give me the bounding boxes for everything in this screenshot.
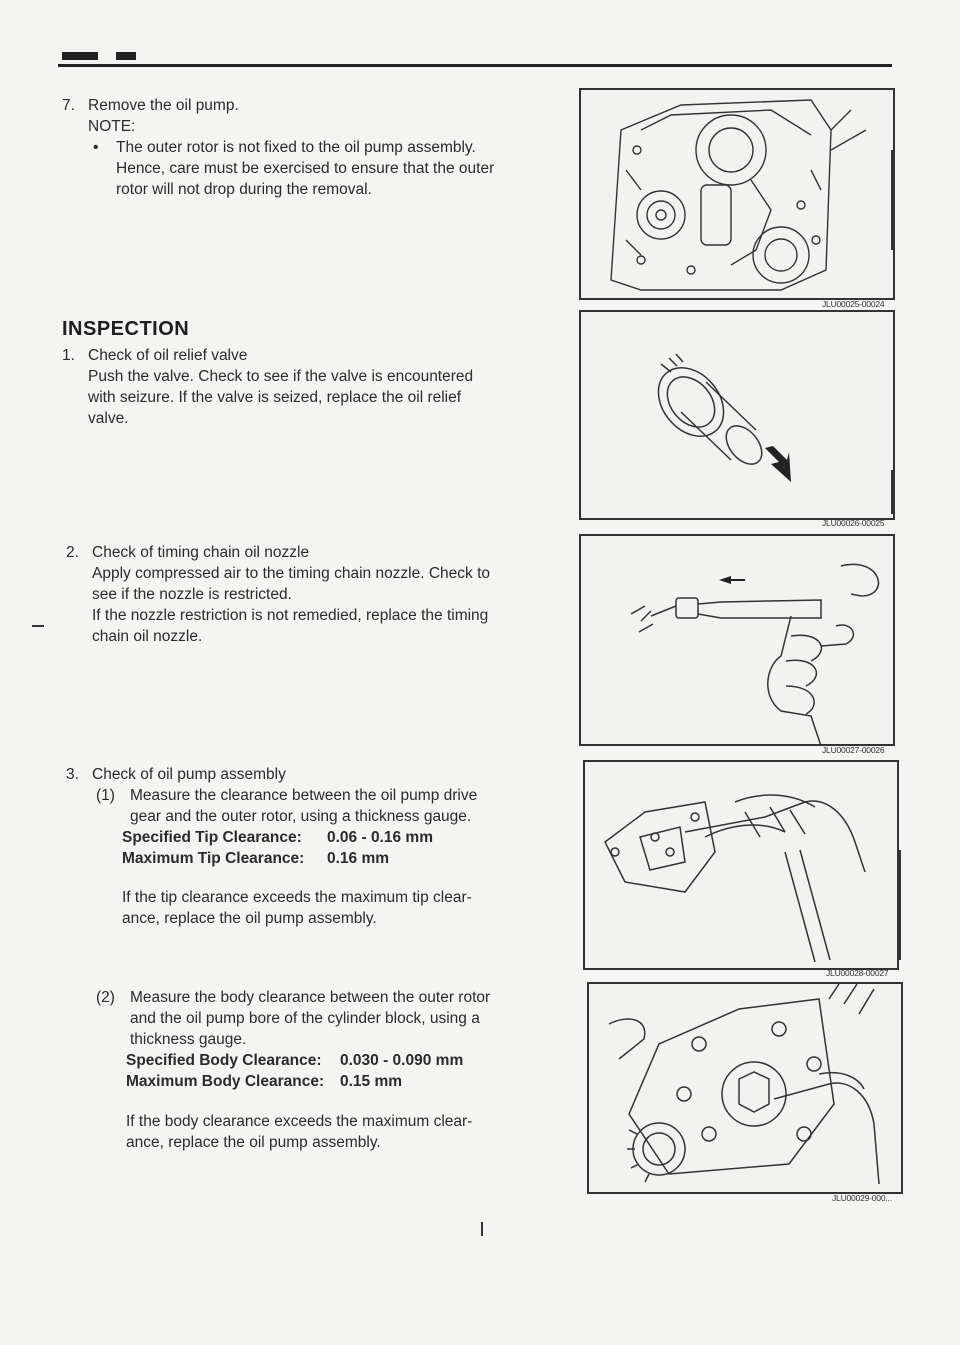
- max-value: 0.15 mm: [340, 1073, 403, 1090]
- header-rule: [58, 64, 892, 67]
- margin-tick: [32, 625, 44, 627]
- item1-number: 1.: [62, 347, 75, 364]
- figure-oil-nozzle-air: [579, 534, 895, 746]
- item2-line-4: chain oil nozzle.: [92, 628, 203, 645]
- nozzle-air-gun-illustration: [581, 536, 893, 744]
- note-line-2: Hence, care must be exercised to ensure that the outer: [116, 160, 495, 177]
- figure-3-id: JLU00027-00026: [822, 745, 885, 755]
- item2-title: Check of timing chain oil nozzle: [92, 544, 310, 561]
- figure-1-side-mark: [891, 150, 893, 250]
- header-mark-right: [116, 52, 136, 60]
- page-tick-mark: [481, 1222, 483, 1236]
- sub2-line-3: thickness gauge.: [130, 1031, 247, 1048]
- item1-line-2: with seizure. If the valve is seized, replace the oil relief: [88, 389, 462, 406]
- max-label: Maximum Tip Clearance:: [122, 850, 305, 867]
- item3-title: Check of oil pump assembly: [92, 766, 286, 783]
- item1-line-3: valve.: [88, 410, 129, 427]
- figure-2-id: JLU00026-00025: [822, 518, 885, 528]
- sub2-specified: [126, 1051, 546, 1071]
- tip-clearance-illustration: [585, 762, 897, 968]
- sub2-line-2: and the oil pump bore of the cylinder block, using a: [130, 1010, 480, 1027]
- sub1-result-1: If the tip clearance exceeds the maximum tip clear-: [122, 889, 472, 906]
- relief-valve-illustration: [581, 312, 893, 518]
- item3-number: 3.: [66, 766, 79, 783]
- sub1-line-1: Measure the clearance between the oil pump drive: [130, 787, 478, 804]
- item1-line-1: Push the valve. Check to see if the valve is encountered: [88, 368, 474, 385]
- figure-oil-pump-removal: [579, 88, 895, 300]
- sub1-result-2: ance, replace the oil pump assembly.: [122, 910, 377, 927]
- header-mark-left: [62, 52, 98, 60]
- note-bullet: •: [93, 139, 99, 156]
- sub1-line-2: gear and the outer rotor, using a thickness gauge.: [130, 808, 472, 825]
- max-label: Maximum Body Clearance:: [126, 1073, 325, 1090]
- body-clearance-illustration: [589, 984, 901, 1192]
- item2-line-3: If the nozzle restriction is not remedied, replace the timing: [92, 607, 489, 624]
- sub1-specified: [122, 828, 542, 848]
- note-line-1: The outer rotor is not fixed to the oil pump assembly.: [116, 139, 476, 156]
- figure-body-clearance: [587, 982, 903, 1194]
- section-heading-inspection: INSPECTION: [62, 318, 190, 340]
- sub2-result-1: If the body clearance exceeds the maximum clear-: [126, 1113, 473, 1130]
- spec-label: Specified Tip Clearance:: [122, 829, 302, 846]
- spec-value: 0.030 - 0.090 mm: [340, 1052, 464, 1069]
- figure-4-side-mark: [899, 850, 901, 960]
- figure-1-id: JLU00025-00024: [822, 299, 885, 309]
- note-label: NOTE:: [88, 118, 136, 135]
- figure-2-side-mark: [891, 470, 893, 514]
- figure-oil-relief-valve: [579, 310, 895, 520]
- step-title: Remove the oil pump.: [88, 97, 239, 114]
- item2-number: 2.: [66, 544, 79, 561]
- engine-block-illustration: [581, 90, 893, 298]
- item2-line-1: Apply compressed air to the timing chain nozzle. Check to: [92, 565, 491, 582]
- sub1-number: (1): [96, 787, 115, 804]
- spec-value: 0.06 - 0.16 mm: [327, 829, 433, 846]
- step-number: 7.: [62, 97, 75, 114]
- spec-label: Specified Body Clearance:: [126, 1052, 322, 1069]
- sub2-line-1: Measure the body clearance between the outer rotor: [130, 989, 491, 1006]
- figure-tip-clearance: [583, 760, 899, 970]
- note-line-3: rotor will not drop during the removal.: [116, 181, 372, 198]
- item2-line-2: see if the nozzle is restricted.: [92, 586, 292, 603]
- sub2-number: (2): [96, 989, 115, 1006]
- sub2-result-2: ance, replace the oil pump assembly.: [126, 1134, 381, 1151]
- sub1-maximum: [122, 849, 542, 869]
- figure-5-id: JLU00029-000...: [832, 1193, 892, 1203]
- item1-title: Check of oil relief valve: [88, 347, 248, 364]
- max-value: 0.16 mm: [327, 850, 390, 867]
- sub2-maximum: [126, 1072, 546, 1092]
- figure-4-id: JLU00028-00027: [826, 968, 889, 978]
